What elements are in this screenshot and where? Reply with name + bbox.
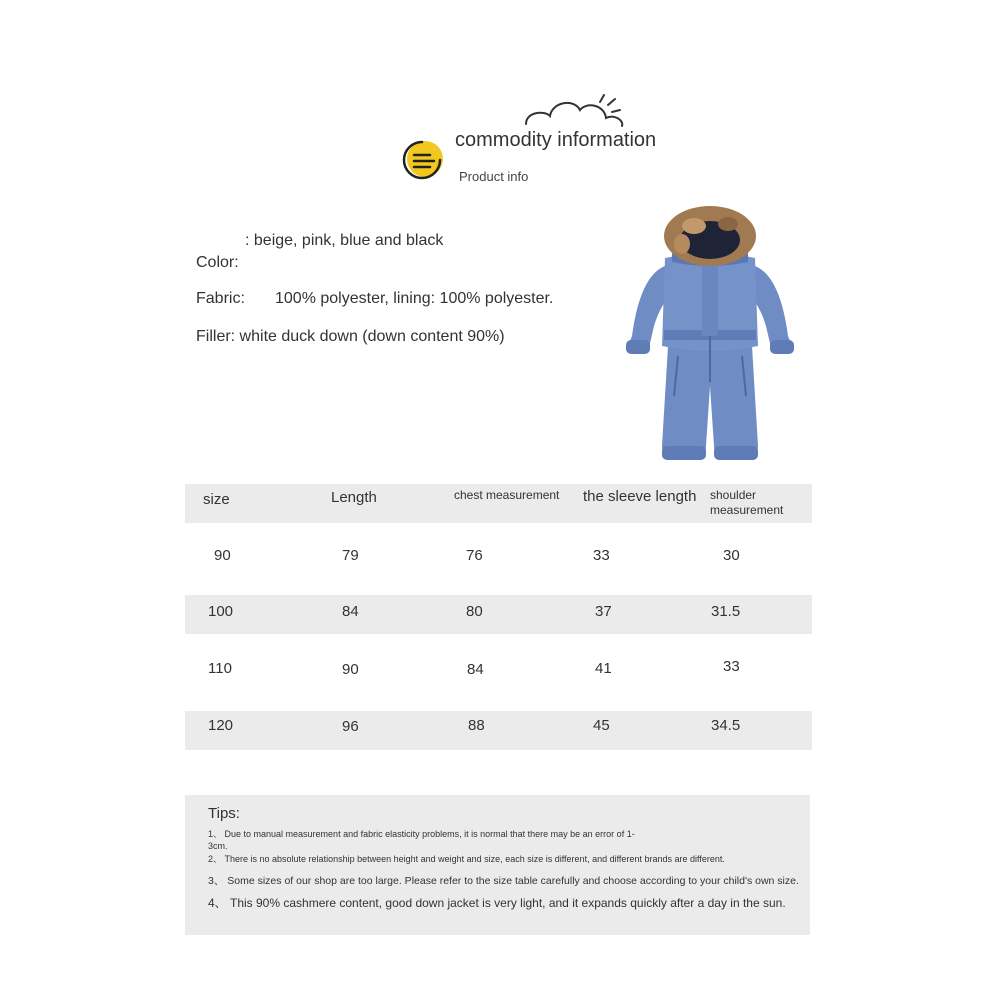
- cell-size: 100: [208, 603, 234, 620]
- table-row: [185, 651, 812, 690]
- header-chest: chest measurement: [454, 488, 560, 502]
- cell-shoulder: 31.5: [711, 603, 741, 620]
- cell-size: 110: [208, 660, 232, 677]
- fabric-label: Fabric:: [196, 290, 245, 307]
- table-header-row: [185, 484, 812, 523]
- filler-text: Filler: white duck down (down content 90%): [196, 328, 505, 345]
- fabric-value: 100% polyester, lining: 100% polyester.: [275, 290, 554, 307]
- header-sleeve: the sleeve length: [583, 488, 697, 505]
- size-table: [185, 484, 812, 750]
- cell-chest: 80: [466, 603, 483, 620]
- header-shoulder: shoulder measurement: [710, 488, 784, 517]
- header-subtitle: Product info: [459, 169, 529, 184]
- tip-item: 1、 Due to manual measurement and fabric elasticity problems, it is normal that there may be an error of 1-3cm.: [208, 829, 635, 851]
- cell-size: 120: [208, 717, 234, 734]
- cell-chest: 88: [468, 717, 485, 734]
- header-size: size: [203, 491, 230, 508]
- table-row: [185, 540, 812, 579]
- tip-item: 3、 Some sizes of our shop are too large. Please refer to the size table carefully and choose according to your child's own size.: [208, 875, 799, 887]
- tips-title: Tips:: [208, 805, 240, 822]
- cell-sleeve: 45: [593, 717, 610, 734]
- cell-sleeve: 33: [593, 547, 610, 564]
- cell-chest: 84: [467, 661, 484, 678]
- header-title: commodity information: [455, 129, 657, 151]
- snowsuit-product-image: [610, 196, 810, 472]
- cell-chest: 76: [466, 547, 483, 564]
- header-length: Length: [331, 489, 377, 506]
- table-row: [185, 595, 812, 634]
- cloud-sun-doodle-icon: [522, 92, 632, 132]
- tip-item: 4、 This 90% cashmere content, good down jacket is very light, and it expands quickly after a day in the sun.: [208, 896, 786, 910]
- cell-size: 90: [214, 547, 231, 564]
- color-values: : beige, pink, blue and black: [245, 232, 444, 249]
- tip-item: 2、 There is no absolute relationship between height and weight and size, each size is different, and different brands are different.: [208, 854, 725, 864]
- table-row: [185, 711, 812, 750]
- cell-length: 79: [342, 547, 359, 564]
- cell-shoulder: 33: [723, 658, 740, 675]
- cell-sleeve: 37: [595, 603, 612, 620]
- tips-box: [185, 795, 810, 935]
- cell-shoulder: 30: [723, 547, 740, 564]
- color-label: Color:: [196, 254, 239, 271]
- menu-list-icon: [400, 138, 446, 184]
- cell-sleeve: 41: [595, 660, 612, 677]
- cell-length: 90: [342, 661, 359, 678]
- cell-length: 84: [342, 603, 359, 620]
- cell-length: 96: [342, 718, 359, 735]
- cell-shoulder: 34.5: [711, 717, 741, 734]
